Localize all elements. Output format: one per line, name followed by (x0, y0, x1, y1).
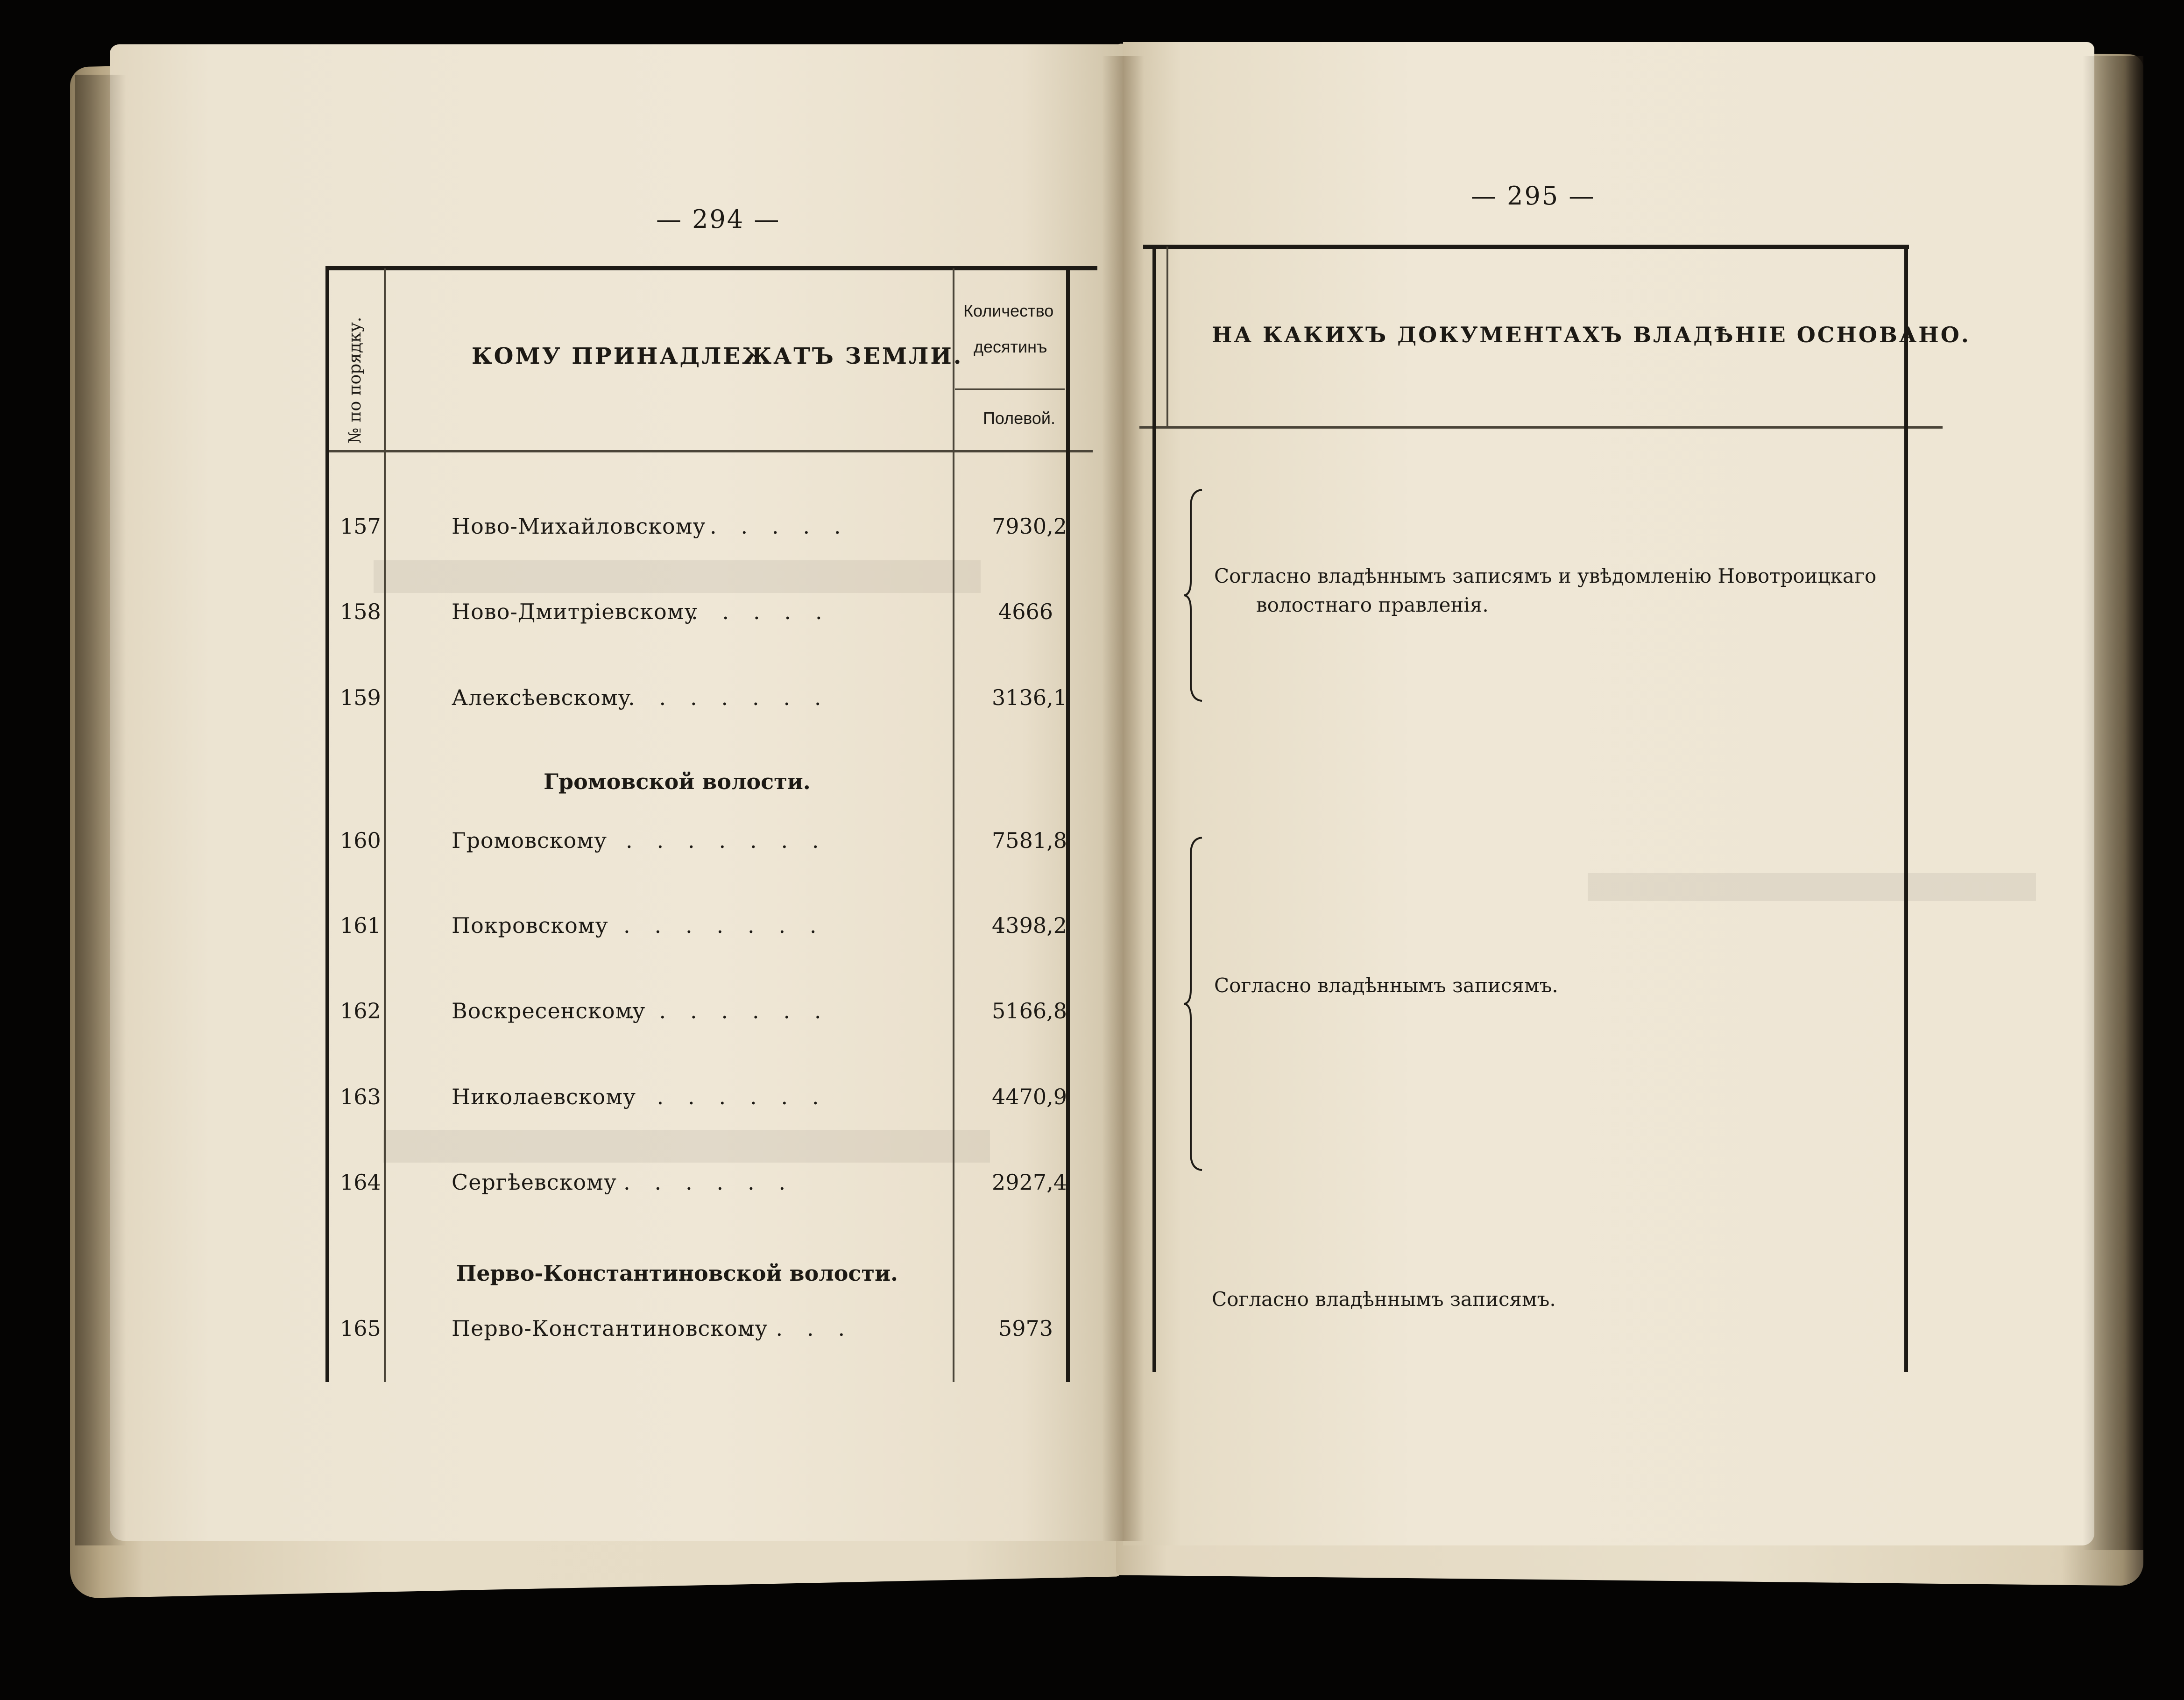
bleed-through-shadow (1588, 873, 2036, 901)
bracket-brace (1181, 488, 1209, 703)
left-table-sub-rule (955, 388, 1065, 390)
row-number: 165 (340, 1316, 381, 1341)
row-number: 161 (340, 913, 381, 938)
field-value: 4470,9 (992, 1084, 1067, 1109)
owner-name: Сергѣевскому (452, 1170, 617, 1195)
documents-column-header: НА КАКИХЪ ДОКУМЕНТАХЪ ВЛАДѢНІЕ ОСНОВАНО. (1212, 322, 1971, 347)
brace-path (1184, 490, 1202, 701)
field-value: 4398,2 (992, 913, 1067, 938)
right-table-header-rule (1139, 426, 1943, 429)
quantity-column-header: Количество (963, 301, 1054, 320)
field-value: 5973 (998, 1316, 1053, 1341)
owner-name: Ново-Дмитріевскому (452, 599, 698, 624)
row-number: 157 (340, 514, 381, 539)
bleed-through-shadow (383, 1130, 990, 1163)
leader-dots: . . . . . . . (626, 828, 820, 853)
field-value: 2927,4 (992, 1170, 1067, 1195)
row-number: 164 (340, 1170, 381, 1195)
owner-name: Перво-Константиновскому (452, 1316, 768, 1341)
owner-name: Воскресенскому (452, 998, 646, 1023)
owner-name: Николаевскому (452, 1084, 636, 1109)
left-page-number: — 294 — (656, 205, 781, 234)
left-table-right-border (1066, 268, 1070, 1382)
leader-dots: . . . . (745, 1316, 846, 1341)
page-edge-shadow (75, 75, 126, 1545)
document-basis-text: Согласно владѣннымъ записямъ. (1214, 974, 1558, 997)
document-basis-text: волостнаго правленія. (1256, 593, 1489, 616)
bleed-through-shadow (374, 560, 981, 593)
document-basis-text: Согласно владѣннымъ записямъ и увѣдомленію Новотроицкаго (1214, 564, 1877, 587)
brace-path (1184, 838, 1202, 1170)
leader-dots: . . . . . (710, 514, 842, 539)
owner-name: Ново-Михайловскому (452, 514, 706, 539)
leader-dots: . . . . . . (623, 1170, 787, 1195)
right-table-top-rule (1143, 245, 1909, 249)
row-number: 159 (340, 685, 381, 710)
owner-name: Алексѣевскому (452, 685, 631, 710)
right-page-number: — 295 — (1471, 181, 1596, 211)
quantity-column-header-2: десятинъ (974, 337, 1047, 356)
row-number: 158 (340, 599, 381, 624)
book-gutter (1102, 56, 1144, 1541)
right-table-left-border (1152, 247, 1156, 1372)
row-number: 162 (340, 998, 381, 1023)
bracket-brace (1181, 836, 1209, 1172)
owner-name: Громовскому (452, 828, 608, 853)
left-table-col-divider (384, 268, 386, 1382)
field-subheader: Полевой. (983, 409, 1055, 428)
section-heading: Громовской волости. (544, 769, 811, 794)
left-table-left-border (325, 266, 329, 1382)
document-basis-text: Согласно владѣннымъ записямъ. (1212, 1288, 1556, 1311)
leader-dots: . . . . . . . (628, 998, 822, 1023)
right-page (1123, 42, 2094, 1545)
leader-dots: . . . . . (691, 599, 823, 624)
field-value: 4666 (998, 599, 1053, 624)
left-table-header-rule (327, 450, 1093, 452)
row-number: 163 (340, 1084, 381, 1109)
right-table-right-border (1904, 247, 1908, 1372)
field-value: 7581,8 (992, 828, 1067, 853)
row-number: 160 (340, 828, 381, 853)
leader-dots: . . . . . . . (623, 913, 818, 938)
section-heading: Перво-Константиновской волости. (456, 1261, 898, 1286)
left-table-top-rule (327, 266, 1097, 270)
field-value: 3136,1 (992, 685, 1067, 710)
page-edge-shadow (2083, 56, 2143, 1550)
owner-column-header: КОМУ ПРИНАДЛЕЖАТЪ ЗЕМЛИ. (472, 343, 963, 369)
right-table-col-divider (1166, 247, 1168, 429)
field-value: 7930,2 (992, 514, 1067, 539)
owner-name: Покровскому (452, 913, 608, 938)
leader-dots: . . . . . . . (628, 685, 822, 710)
left-table-col-divider (953, 268, 954, 1382)
order-column-header: № по порядку. (346, 317, 365, 444)
leader-dots: . . . . . . . (626, 1084, 820, 1109)
field-value: 5166,8 (992, 998, 1067, 1023)
